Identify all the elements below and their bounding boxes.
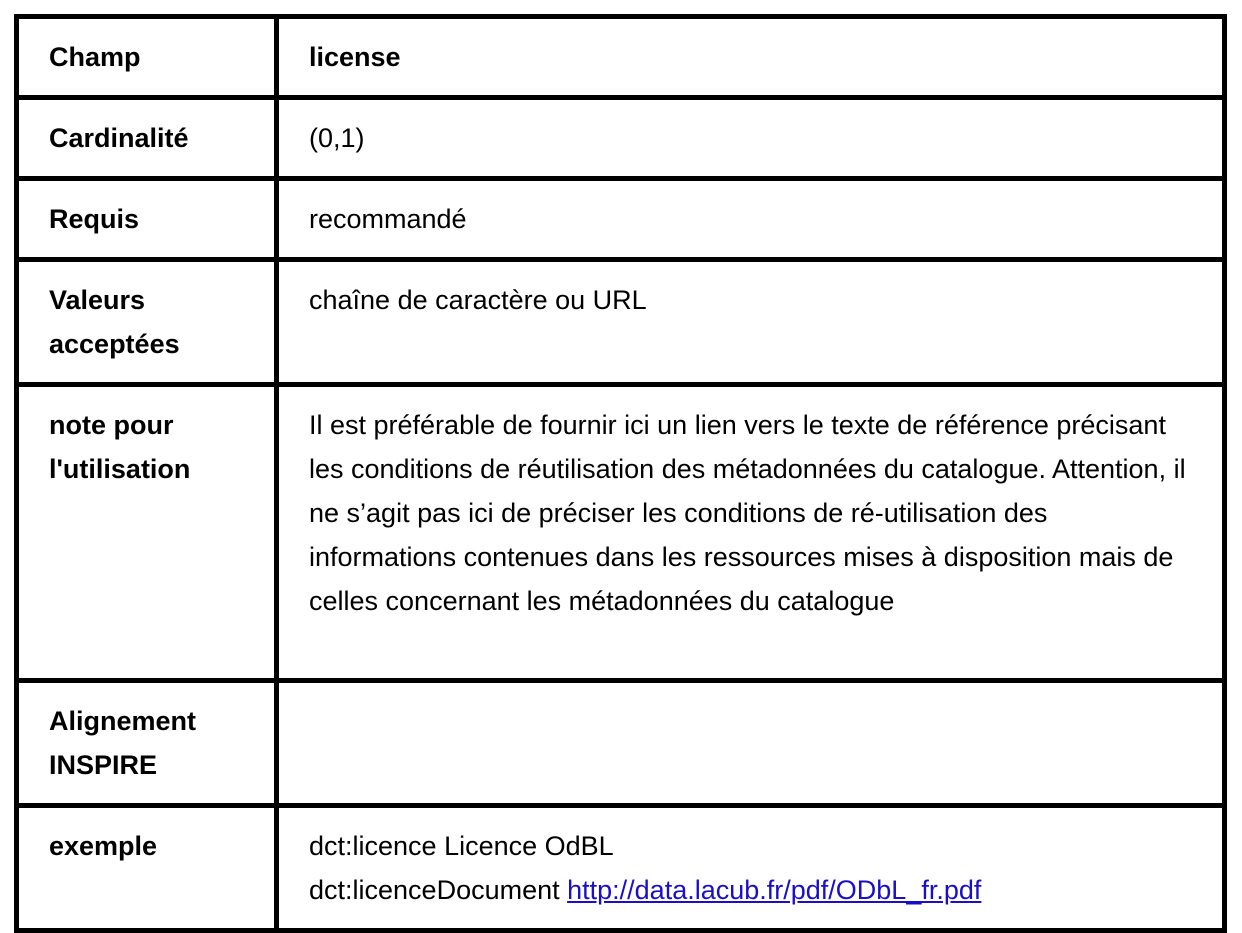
value-cardinalite: (0,1) <box>277 98 1225 179</box>
label-note-utilisation: note pour l'utilisation <box>17 385 277 681</box>
value-note-utilisation: Il est préférable de fournir ici un lien vers le texte de référence précisant les conditions de réutilisation des métadonnées du catalogue. Attention, il ne s’agit pas ici de préciser les conditions de ré-utilisation des informations contenues dans les ressources mises à disposition mais de celles concernant les métadonnées du catalogue <box>277 385 1225 681</box>
example-line-licence: dct:licence Licence OdBL <box>309 831 614 861</box>
label-requis: Requis <box>17 179 277 260</box>
label-exemple: exemple <box>17 806 277 931</box>
table-row-note-utilisation <box>17 385 1225 681</box>
metadata-field-table <box>14 14 1227 933</box>
table-row-valeurs-acceptees <box>17 260 1225 385</box>
value-alignement-inspire <box>277 681 1225 806</box>
value-valeurs-acceptees: chaîne de caractère ou URL <box>277 260 1225 385</box>
table-row-requis <box>17 179 1225 260</box>
licence-document-link[interactable]: http://data.lacub.fr/pdf/ODbL_fr.pdf <box>567 875 982 905</box>
label-valeurs-acceptees: Valeurs acceptées <box>17 260 277 385</box>
table-row-champ <box>17 17 1225 98</box>
value-champ: license <box>277 17 1225 98</box>
example-line-prefix: dct:licenceDocument <box>309 875 568 905</box>
value-requis: recommandé <box>277 179 1225 260</box>
label-cardinalite: Cardinalité <box>17 98 277 179</box>
table-row-cardinalite <box>17 98 1225 179</box>
value-exemple <box>277 806 1225 931</box>
table-row-alignement-inspire <box>17 681 1225 806</box>
table-row-exemple <box>17 806 1225 931</box>
example-line-licence-document <box>309 868 1194 912</box>
label-champ: Champ <box>17 17 277 98</box>
label-alignement-inspire: Alignement INSPIRE <box>17 681 277 806</box>
